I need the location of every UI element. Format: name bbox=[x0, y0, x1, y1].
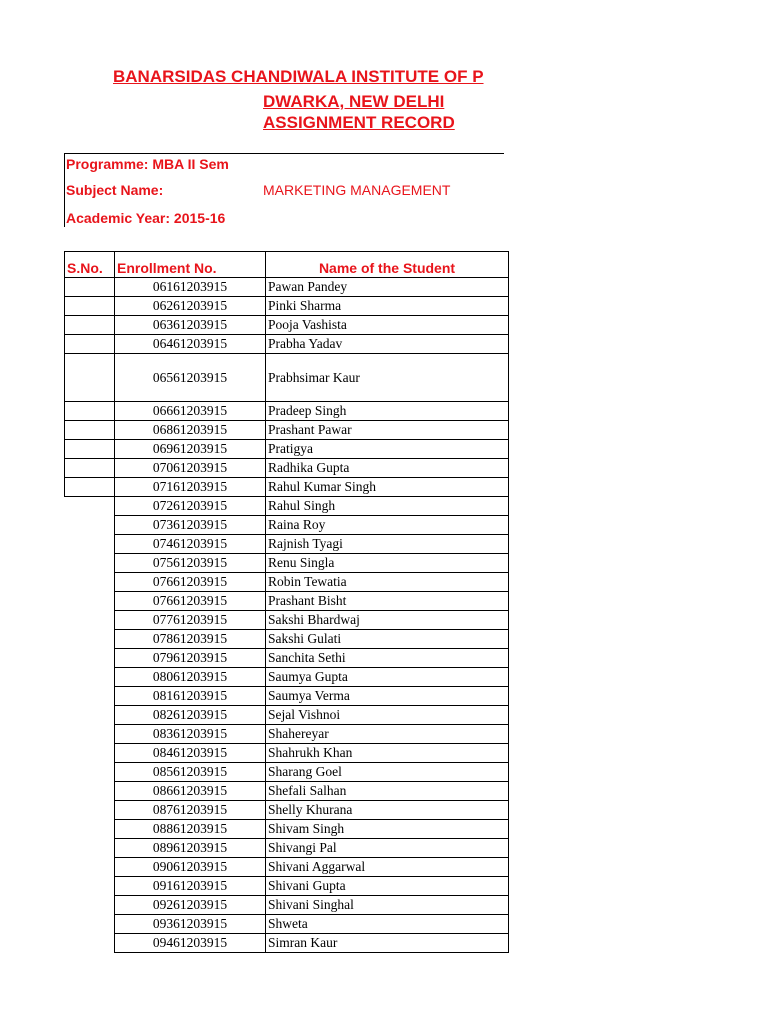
programme-label: Programme: MBA II Sem bbox=[66, 156, 229, 172]
table-row bbox=[65, 440, 509, 459]
enrollment-cell: 09361203915 bbox=[115, 915, 266, 934]
enrollment-cell: 08861203915 bbox=[115, 820, 266, 839]
student-name-cell: Shahereyar bbox=[266, 725, 509, 744]
student-name-cell: Pawan Pandey bbox=[266, 278, 509, 297]
subject-value: MARKETING MANAGEMENT bbox=[263, 182, 451, 198]
sno-cell bbox=[65, 915, 115, 934]
student-name-cell: Shivangi Pal bbox=[266, 839, 509, 858]
student-name-cell: Renu Singla bbox=[266, 554, 509, 573]
sno-cell bbox=[65, 782, 115, 801]
table-row bbox=[65, 763, 509, 782]
sno-cell bbox=[65, 820, 115, 839]
enrollment-cell: 07861203915 bbox=[115, 630, 266, 649]
sno-cell bbox=[65, 354, 115, 402]
enrollment-cell: 06861203915 bbox=[115, 421, 266, 440]
table-row bbox=[65, 335, 509, 354]
table-row bbox=[65, 478, 509, 497]
enrollment-cell: 06961203915 bbox=[115, 440, 266, 459]
student-name-cell: Shelly Khurana bbox=[266, 801, 509, 820]
table-row bbox=[65, 820, 509, 839]
table-row bbox=[65, 354, 509, 402]
student-name-cell: Rahul Singh bbox=[266, 497, 509, 516]
sno-cell bbox=[65, 554, 115, 573]
student-name-cell: Prashant Pawar bbox=[266, 421, 509, 440]
student-name-cell: Shivam Singh bbox=[266, 820, 509, 839]
enrollment-cell: 08161203915 bbox=[115, 687, 266, 706]
column-header-sno: S.No. bbox=[65, 252, 115, 278]
sno-cell bbox=[65, 421, 115, 440]
sno-cell bbox=[65, 592, 115, 611]
table-row bbox=[65, 611, 509, 630]
sno-cell bbox=[65, 934, 115, 953]
record-title: ASSIGNMENT RECORD bbox=[263, 113, 455, 132]
student-name-cell: Shahrukh Khan bbox=[266, 744, 509, 763]
sno-cell bbox=[65, 896, 115, 915]
enrollment-cell: 07161203915 bbox=[115, 478, 266, 497]
sno-cell bbox=[65, 440, 115, 459]
sno-cell bbox=[65, 763, 115, 782]
student-name-cell: Prabhsimar Kaur bbox=[266, 354, 509, 402]
enrollment-cell: 07461203915 bbox=[115, 535, 266, 554]
table-row bbox=[65, 592, 509, 611]
sno-cell bbox=[65, 687, 115, 706]
student-name-cell: Robin Tewatia bbox=[266, 573, 509, 592]
enrollment-cell: 08261203915 bbox=[115, 706, 266, 725]
sno-cell bbox=[65, 668, 115, 687]
table-row bbox=[65, 687, 509, 706]
student-name-cell: Radhika Gupta bbox=[266, 459, 509, 478]
table-row bbox=[65, 535, 509, 554]
enrollment-cell: 07361203915 bbox=[115, 516, 266, 535]
table-row bbox=[65, 934, 509, 953]
institute-name: BANARSIDAS CHANDIWALA INSTITUTE OF P bbox=[113, 67, 484, 86]
table-row bbox=[65, 278, 509, 297]
student-name-cell: Rahul Kumar Singh bbox=[266, 478, 509, 497]
student-name-cell: Pinki Sharma bbox=[266, 297, 509, 316]
enrollment-cell: 06161203915 bbox=[115, 278, 266, 297]
enrollment-cell: 07261203915 bbox=[115, 497, 266, 516]
sno-cell bbox=[65, 611, 115, 630]
student-name-cell: Shivani Aggarwal bbox=[266, 858, 509, 877]
sno-cell bbox=[65, 706, 115, 725]
subject-label: Subject Name: bbox=[66, 182, 164, 198]
table-row bbox=[65, 839, 509, 858]
enrollment-cell: 08461203915 bbox=[115, 744, 266, 763]
enrollment-cell: 08061203915 bbox=[115, 668, 266, 687]
sno-cell bbox=[65, 402, 115, 421]
enrollment-cell: 08661203915 bbox=[115, 782, 266, 801]
table-row bbox=[65, 649, 509, 668]
enrollment-cell: 06561203915 bbox=[115, 354, 266, 402]
institute-location: DWARKA, NEW DELHI bbox=[263, 92, 445, 111]
enrollment-cell: 09061203915 bbox=[115, 858, 266, 877]
table-row bbox=[65, 744, 509, 763]
table-row bbox=[65, 915, 509, 934]
table-row bbox=[65, 706, 509, 725]
sno-cell bbox=[65, 744, 115, 763]
table-header-row bbox=[65, 252, 509, 278]
sno-cell bbox=[65, 630, 115, 649]
student-name-cell: Shefali Salhan bbox=[266, 782, 509, 801]
enrollment-cell: 07961203915 bbox=[115, 649, 266, 668]
sno-cell bbox=[65, 297, 115, 316]
student-name-cell: Saumya Gupta bbox=[266, 668, 509, 687]
student-name-cell: Saumya Verma bbox=[266, 687, 509, 706]
student-name-cell: Pooja Vashista bbox=[266, 316, 509, 335]
student-name-cell: Shweta bbox=[266, 915, 509, 934]
enrollment-cell: 06261203915 bbox=[115, 297, 266, 316]
table-row bbox=[65, 297, 509, 316]
student-name-cell: Sanchita Sethi bbox=[266, 649, 509, 668]
enrollment-cell: 08561203915 bbox=[115, 763, 266, 782]
sno-cell bbox=[65, 497, 115, 516]
student-name-cell: Pradeep Singh bbox=[266, 402, 509, 421]
table-row bbox=[65, 402, 509, 421]
table-row bbox=[65, 896, 509, 915]
academic-year: Academic Year: 2015-16 bbox=[66, 210, 226, 226]
sno-cell bbox=[65, 535, 115, 554]
enrollment-cell: 08361203915 bbox=[115, 725, 266, 744]
column-header-name: Name of the Student bbox=[266, 252, 509, 278]
sno-cell bbox=[65, 278, 115, 297]
enrollment-cell: 09161203915 bbox=[115, 877, 266, 896]
student-name-cell: Shivani Gupta bbox=[266, 877, 509, 896]
sno-cell bbox=[65, 335, 115, 354]
table-row bbox=[65, 630, 509, 649]
sno-cell bbox=[65, 839, 115, 858]
table-row bbox=[65, 877, 509, 896]
table-row bbox=[65, 668, 509, 687]
enrollment-cell: 09261203915 bbox=[115, 896, 266, 915]
student-name-cell: Sakshi Bhardwaj bbox=[266, 611, 509, 630]
student-table bbox=[64, 251, 509, 953]
student-name-cell: Prashant Bisht bbox=[266, 592, 509, 611]
table-row bbox=[65, 801, 509, 820]
table-row bbox=[65, 459, 509, 478]
sno-cell bbox=[65, 478, 115, 497]
table-row bbox=[65, 782, 509, 801]
student-name-cell: Sejal Vishnoi bbox=[266, 706, 509, 725]
table-row bbox=[65, 573, 509, 592]
enrollment-cell: 07661203915 bbox=[115, 573, 266, 592]
sno-cell bbox=[65, 801, 115, 820]
table-row bbox=[65, 858, 509, 877]
table-row bbox=[65, 316, 509, 335]
enrollment-cell: 07561203915 bbox=[115, 554, 266, 573]
student-name-cell: Shivani Singhal bbox=[266, 896, 509, 915]
table-row bbox=[65, 421, 509, 440]
sno-cell bbox=[65, 725, 115, 744]
sno-cell bbox=[65, 877, 115, 896]
enrollment-cell: 06661203915 bbox=[115, 402, 266, 421]
student-name-cell: Raina Roy bbox=[266, 516, 509, 535]
student-name-cell: Sakshi Gulati bbox=[266, 630, 509, 649]
sno-cell bbox=[65, 573, 115, 592]
sno-cell bbox=[65, 649, 115, 668]
table-row bbox=[65, 725, 509, 744]
sno-cell bbox=[65, 316, 115, 335]
enrollment-cell: 06461203915 bbox=[115, 335, 266, 354]
table-row bbox=[65, 516, 509, 535]
student-name-cell: Sharang Goel bbox=[266, 763, 509, 782]
table-row bbox=[65, 497, 509, 516]
enrollment-cell: 08961203915 bbox=[115, 839, 266, 858]
student-name-cell: Simran Kaur bbox=[266, 934, 509, 953]
enrollment-cell: 07061203915 bbox=[115, 459, 266, 478]
enrollment-cell: 06361203915 bbox=[115, 316, 266, 335]
table-row bbox=[65, 554, 509, 573]
sno-cell bbox=[65, 516, 115, 535]
enrollment-cell: 09461203915 bbox=[115, 934, 266, 953]
enrollment-cell: 08761203915 bbox=[115, 801, 266, 820]
student-name-cell: Prabha Yadav bbox=[266, 335, 509, 354]
enrollment-cell: 07661203915 bbox=[115, 592, 266, 611]
sno-cell bbox=[65, 459, 115, 478]
student-name-cell: Pratigya bbox=[266, 440, 509, 459]
sno-cell bbox=[65, 858, 115, 877]
enrollment-cell: 07761203915 bbox=[115, 611, 266, 630]
column-header-enrollment: Enrollment No. bbox=[115, 252, 266, 278]
student-name-cell: Rajnish Tyagi bbox=[266, 535, 509, 554]
